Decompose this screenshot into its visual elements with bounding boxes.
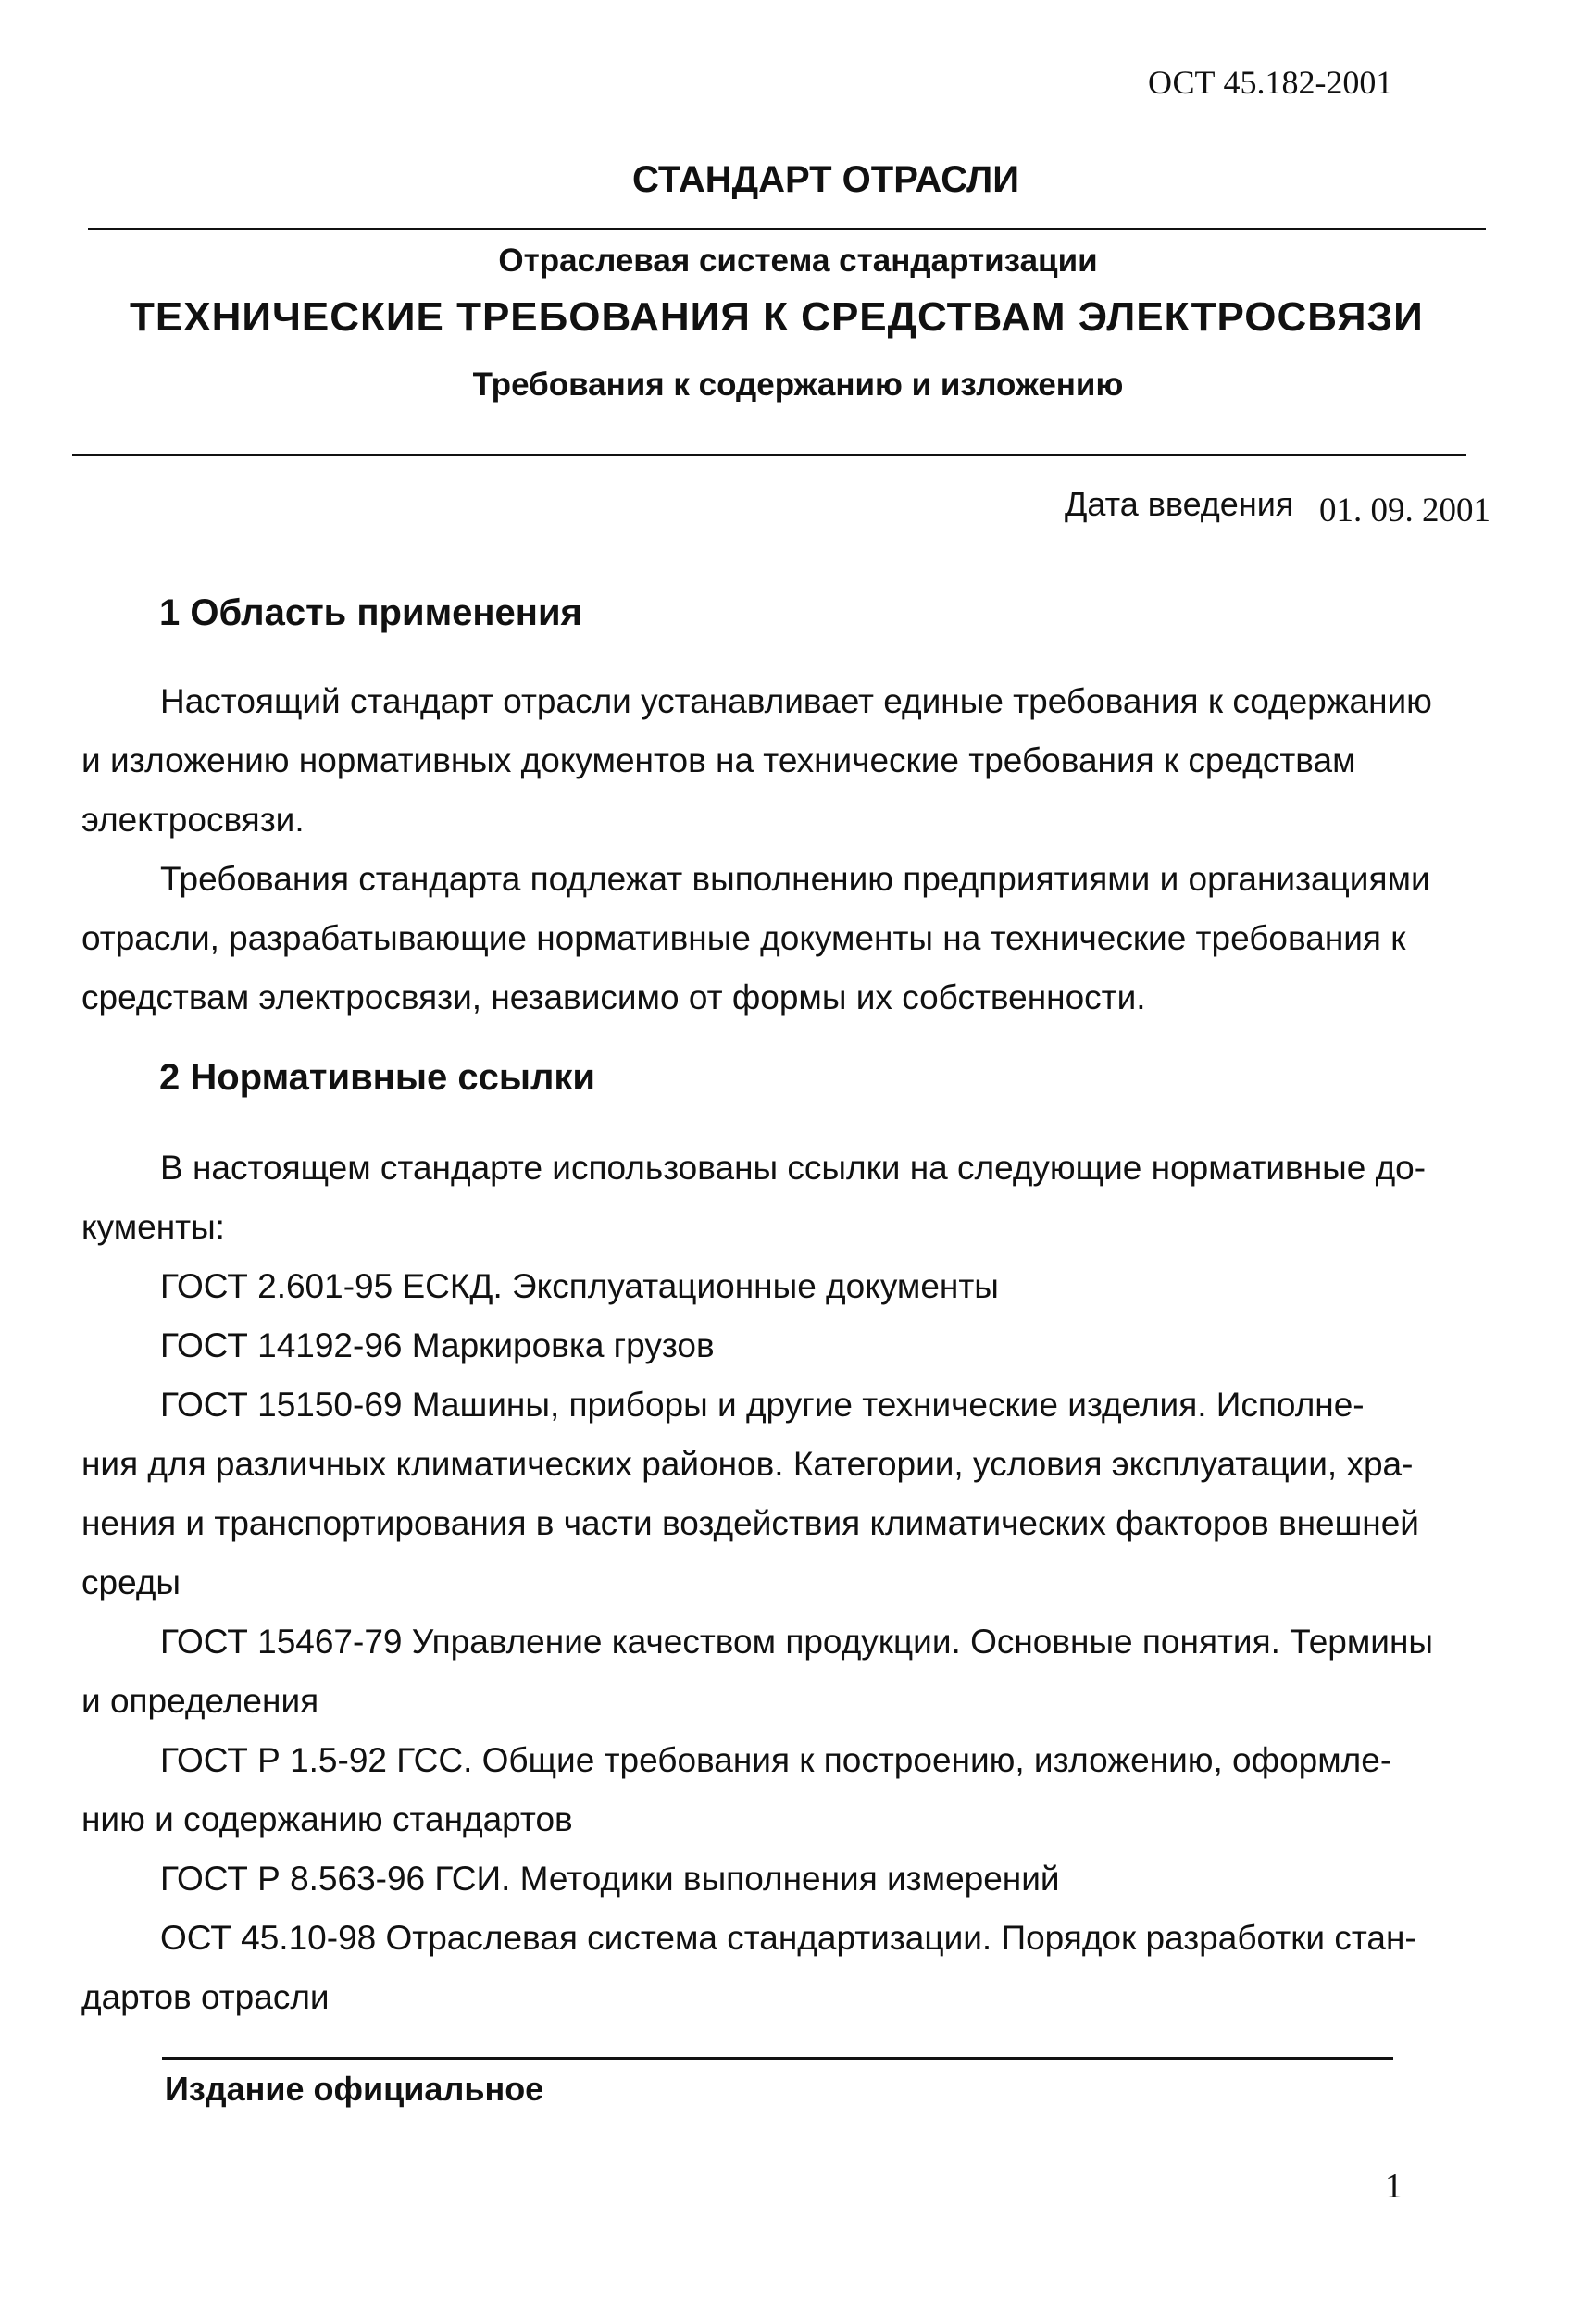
date-value: 01. 09. 2001	[1319, 492, 1490, 529]
title-bottom-rule	[72, 454, 1466, 456]
footer-rule	[162, 2057, 1393, 2060]
text-line: ГОСТ Р 1.5-92 ГСС. Общие требования к построению, изложению, оформле-	[160, 1741, 1392, 1779]
text-line: нию и содержанию стандартов	[81, 1800, 573, 1838]
document-subtitle: Требования к содержанию и изложению	[472, 367, 1124, 403]
text-line: нения и транспортирования в части воздействия климатических факторов внешней	[81, 1504, 1419, 1542]
section-1-paragraph-2	[81, 850, 1430, 1027]
text-line: и изложению нормативных документов на технические требования к средствам	[81, 741, 1356, 779]
text-line: средствам электросвязи, независимо от формы их собственности.	[81, 978, 1146, 1016]
text-line: ОСТ 45.10-98 Отраслевая система стандартизации. Порядок разработки стан-	[160, 1919, 1416, 1957]
text-line: Настоящий стандарт отрасли устанавливает единые требования к содержанию	[160, 682, 1432, 720]
standard-category: СТАНДАРТ ОТРАСЛИ	[632, 159, 1019, 200]
reference-gost-r-1-5	[81, 1731, 1396, 1849]
section-1-paragraph-1	[81, 672, 1432, 850]
date-label: Дата введения	[1065, 485, 1294, 523]
text-line: В настоящем стандарте использованы ссылки на следующие нормативные до-	[160, 1149, 1427, 1187]
text-line: дартов отрасли	[81, 1978, 330, 2016]
reference-gost-2-601	[81, 1257, 1396, 1316]
text-line: ГОСТ 14192-96 Маркировка грузов	[160, 1326, 715, 1364]
text-line: Требования стандарта подлежат выполнению предприятиями и организациями	[160, 860, 1430, 898]
document-code: ОСТ 45.182-2001	[1148, 64, 1393, 101]
text-line: электросвязи.	[81, 801, 305, 839]
text-line: среды	[81, 1563, 181, 1601]
text-line: отрасли, разрабатывающие нормативные документы на технические требования к	[81, 919, 1406, 957]
title-top-rule	[88, 228, 1486, 230]
document-title: ТЕХНИЧЕСКИЕ ТРЕБОВАНИЯ К СРЕДСТВАМ ЭЛЕКТРОСВЯЗИ	[130, 294, 1424, 340]
section-2-intro	[81, 1139, 1427, 1257]
text-line: кументы:	[81, 1208, 225, 1246]
text-line: ГОСТ 15467-79 Управление качеством продукции. Основные понятия. Термины	[160, 1623, 1433, 1661]
reference-gost-15467	[81, 1612, 1433, 1731]
section-2-heading: 2 Нормативные ссылки	[159, 1057, 596, 1098]
section-1-heading: 1 Область применения	[159, 592, 582, 633]
text-line: ния для различных климатических районов. Категории, условия эксплуатации, хра-	[81, 1445, 1414, 1483]
reference-gost-14192	[81, 1316, 1396, 1376]
standardization-system: Отраслевая система стандартизации	[498, 243, 1098, 279]
page-number: 1	[1385, 2167, 1403, 2206]
text-line: ГОСТ 2.601-95 ЕСКД. Эксплуатационные документы	[160, 1267, 999, 1305]
reference-ost-45-10	[81, 1909, 1416, 2027]
official-edition-label: Издание официальное	[165, 2070, 544, 2108]
text-line: и определения	[81, 1682, 319, 1720]
reference-gost-15150	[81, 1376, 1419, 1612]
text-line: ГОСТ Р 8.563-96 ГСИ. Методики выполнения измерений	[160, 1860, 1060, 1898]
reference-gost-r-8-563	[81, 1849, 1396, 1909]
text-line: ГОСТ 15150-69 Машины, приборы и другие технические изделия. Исполне-	[160, 1386, 1365, 1424]
